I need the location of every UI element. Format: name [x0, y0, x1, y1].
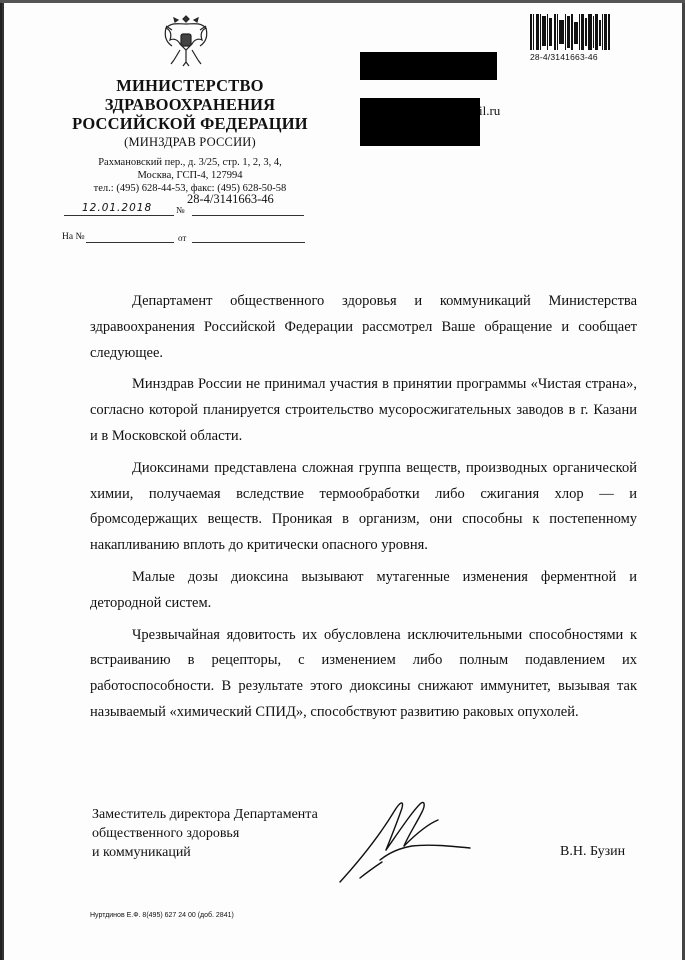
body-paragraph-2: Минздрав России не принимал участия в принятии программы «Чистая страна», согласно которой планируется строительство мусоросжигательных заводов в г. Казани и в Московской области.	[90, 376, 637, 444]
number-label: №	[176, 205, 185, 215]
body-paragraph-5: Чрезвычайная ядовитость их обусловлена исключительными способностями к встраиванию в рецепторы, с изменением либо полным подавлением их работоспособности. В результате этого диоксины снижают иммунитет, вызывая так называемый «химический СПИД», способствуют развитию раковых опухолей.	[90, 626, 637, 720]
ministry-line-2: ЗДРАВООХРАНЕНИЯ	[104, 95, 276, 114]
handwritten-signature	[320, 790, 485, 890]
body-paragraph-3: Диоксинами представлена сложная группа веществ, производных органической химии, получаемая вследствие термообработки либо сжигания хлор — и бромсодержащих веществ. Проникая в организм, они способны к постепенному накапливанию вплоть до критически опасного уровня.	[90, 459, 637, 554]
registration-number: 28-4/3141663-46	[187, 192, 274, 206]
executor-info: Нуртдинов Е.Ф. 8(495) 627 24 00 (доб. 2841)	[90, 912, 234, 919]
reference-number-underline	[86, 242, 174, 243]
signer-title-line-3: и коммуникаций	[92, 845, 191, 860]
scan-edge-top	[0, 0, 685, 3]
date-underline	[64, 215, 174, 216]
reference-line	[62, 232, 312, 246]
outgoing-date-line	[62, 204, 312, 218]
reference-date-underline	[192, 242, 305, 243]
redacted-recipient-name	[360, 52, 497, 80]
signer-name: В.Н. Бузин	[560, 844, 626, 859]
body-paragraph-1: Департамент общественного здоровья и коммуникаций Министерства здравоохранения Российской Федерации рассмотрел Ваше обращение и сообщает следующее.	[90, 293, 637, 361]
barcode-icon	[530, 14, 610, 50]
signer-title-line-1: Заместитель директора Департамента	[92, 807, 318, 822]
number-underline	[192, 215, 304, 216]
letter-body	[90, 289, 637, 732]
signer-title-line-2: общественного здоровья	[92, 826, 240, 841]
address-line-3: тел.: (495) 628-44-53, факс: (495) 628-50-58	[93, 183, 287, 194]
ministry-line-1: МИНИСТЕРСТВО	[116, 76, 264, 95]
address-line-1: Рахмановский пер., д. 3/25, стр. 1, 2, 3, 4,	[98, 157, 282, 168]
barcode-number: 28-4/3141663-46	[530, 52, 598, 62]
address-line-2: Москва, ГСП-4, 127994	[137, 170, 243, 181]
scan-edge-left	[0, 0, 4, 960]
ministry-address	[70, 156, 310, 195]
reference-date-label: от	[178, 233, 187, 243]
recipient-email-tail: il.ru	[479, 103, 501, 118]
ministry-short-name: (МИНЗДРАВ РОССИИ)	[124, 135, 256, 149]
redacted-recipient-email	[360, 98, 480, 146]
body-paragraph-4: Малые дозы диоксина вызывают мутагенные изменения ферментной и детородной систем.	[90, 568, 637, 611]
double-headed-eagle-icon	[160, 10, 212, 70]
reference-number-label: На №	[62, 232, 85, 242]
ministry-line-3: РОССИЙСКОЙ ФЕДЕРАЦИИ	[72, 114, 308, 133]
handwritten-date: 12.01.2018	[82, 202, 153, 214]
ministry-name	[60, 76, 320, 151]
